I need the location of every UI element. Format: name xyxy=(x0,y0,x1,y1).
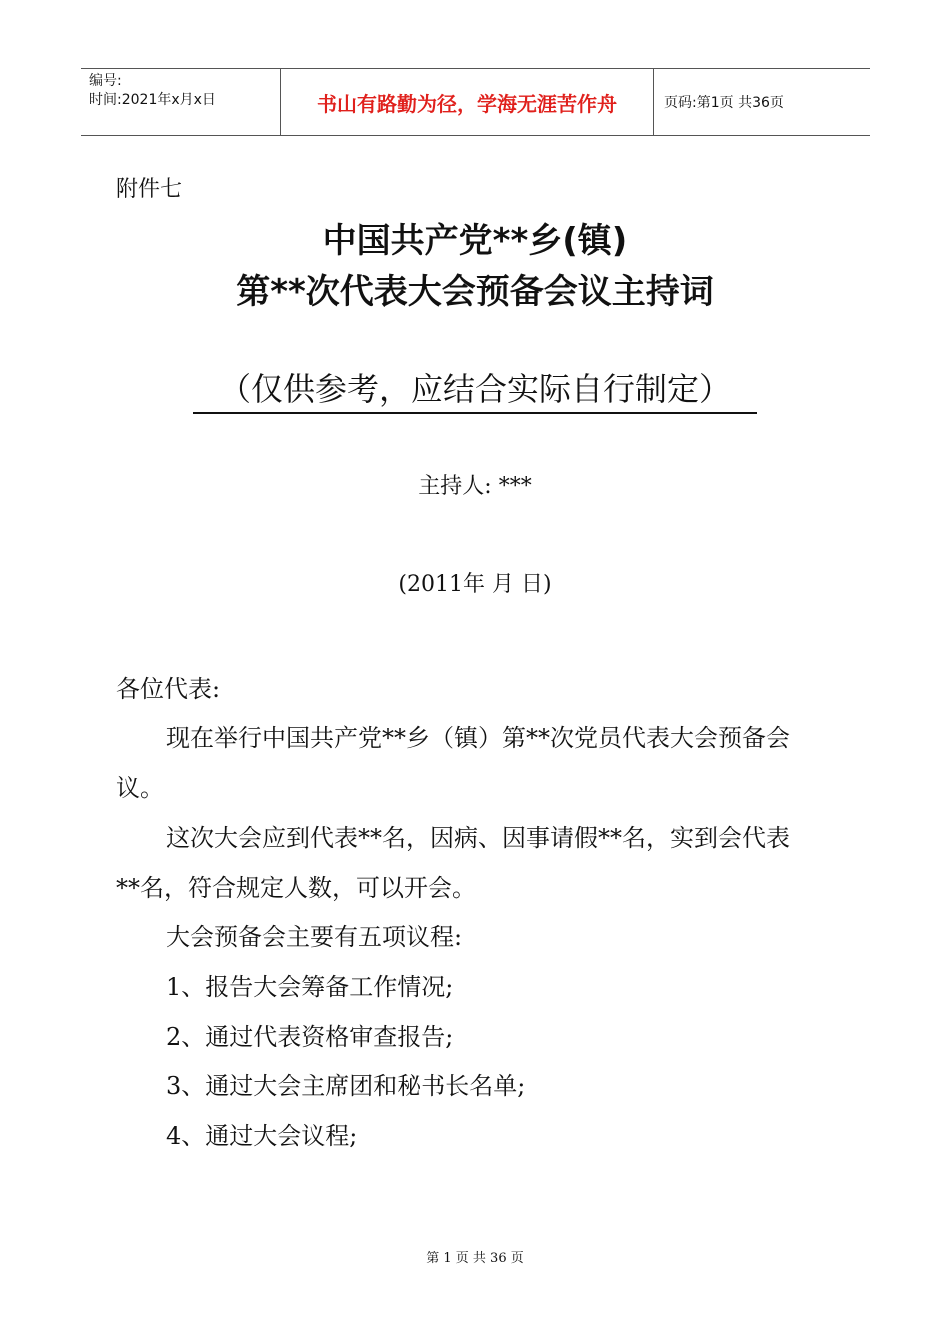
title-line-1: 中国共产党**乡(镇) xyxy=(322,221,628,261)
header-page-info: 页码:第1页 共36页 xyxy=(664,95,784,111)
page-footer: 第 1 页 共 36 页 xyxy=(426,1251,524,1266)
page-header xyxy=(81,68,870,136)
header-motto: 书山有路勤为径，学海无涯苦作舟 xyxy=(281,69,654,135)
agenda-item: 4、通过大会议程; xyxy=(166,1122,358,1150)
agenda-intro: 大会预备会主要有五项议程: xyxy=(166,923,463,951)
header-meta xyxy=(81,69,281,135)
host-line: 主持人: *** xyxy=(418,474,532,499)
agenda-item: 2、通过代表资格审查报告; xyxy=(166,1023,454,1051)
date-line: (2011年 月 日) xyxy=(398,572,552,597)
number-label: 编号: xyxy=(89,73,122,89)
attachment-label: 附件七 xyxy=(116,177,183,202)
paragraph-2-line-2: **名，符合规定人数，可以开会。 xyxy=(116,874,476,902)
reference-note: （仅供参考，应结合实际自行制定） xyxy=(193,364,757,414)
paragraph-2-line-1: 这次大会应到代表**名，因病、因事请假**名，实到会代表 xyxy=(166,824,790,852)
paragraph-1-line-1: 现在举行中国共产党**乡（镇）第**次党员代表大会预备会 xyxy=(166,724,790,752)
paragraph-1-line-2: 议。 xyxy=(116,774,164,802)
salutation: 各位代表: xyxy=(116,675,221,703)
title-line-2: 第**次代表大会预备会议主持词 xyxy=(236,272,714,312)
time-label: 时间:2021年x月x日 xyxy=(89,92,216,108)
agenda-item: 3、通过大会主席团和秘书长名单; xyxy=(166,1072,526,1100)
agenda-item: 1、报告大会筹备工作情况; xyxy=(166,973,454,1001)
